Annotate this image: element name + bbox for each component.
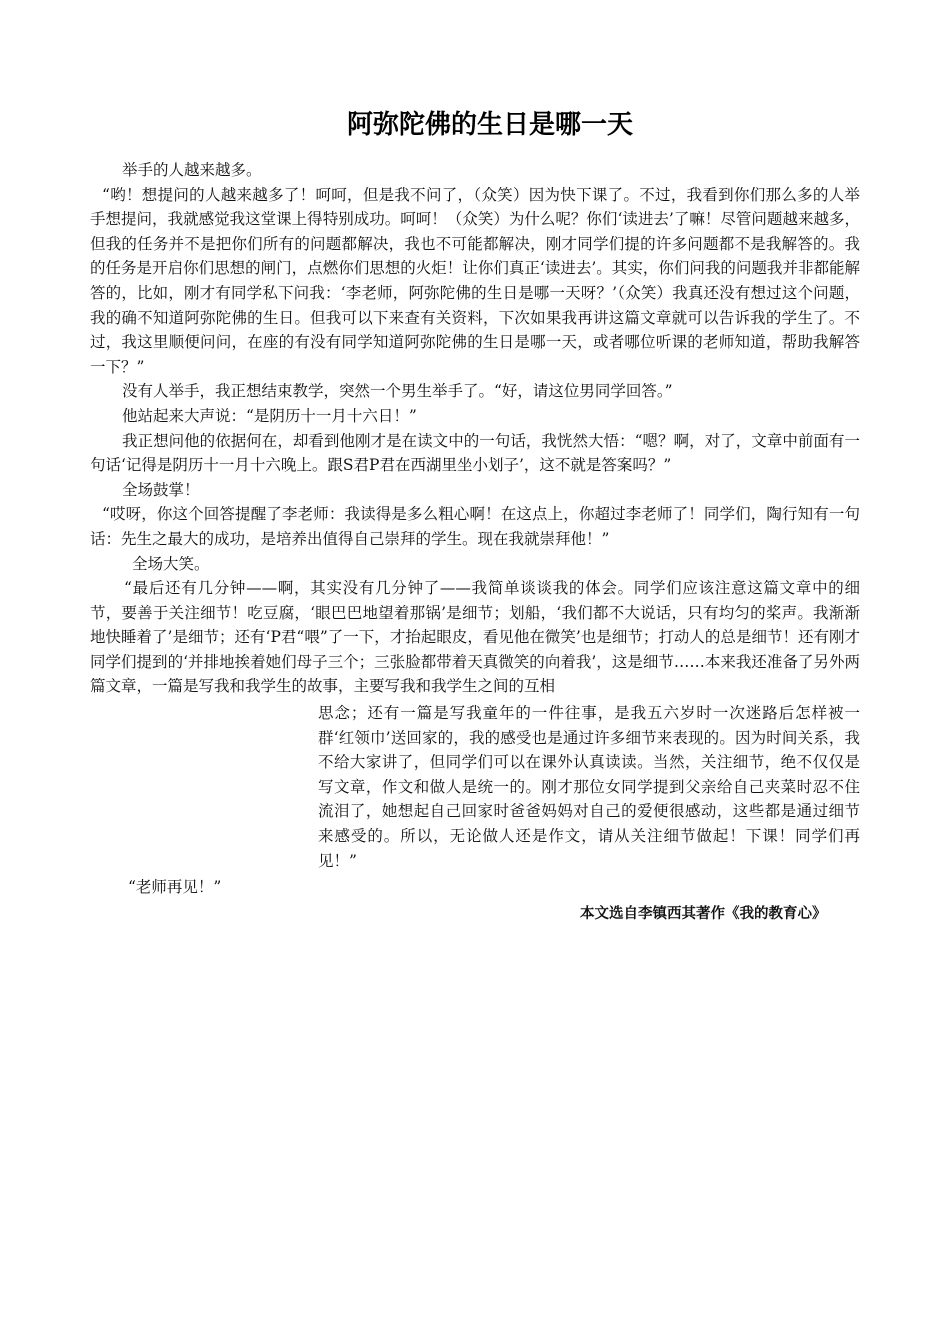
paragraph: 举手的人越来越多。 xyxy=(122,161,262,179)
paragraph: “最后还有几分钟——啊，其实没有几分钟了——我简单谈谈我的体会。同学们应该注意这篇文章中的细节，要善于关注细节！吃豆腐，‘眼巴巴地望着那锅’是细节；划船，‘我们都不大说话，只有均匀的桨声。我渐渐地快睡着了’是细节；还有‘P君“喂”了一下，才抬起眼皮，看见他在微笑’也是细节；打动人的总是细节！还有刚才同学们提到的‘并排地挨着她们母子三个；三张脸都带着天真微笑的向着我’，这是细节……本来我还准备了另外两篇文章，一篇是写我和我学生的故事，主要写我和我学生之间的互相 xyxy=(90,579,860,696)
paragraph: 我正想问他的依据何在，却看到他刚才是在读文中的一句话，我恍然大悟：“嗯？啊，对了，文章中前面有一句话‘记得是阴历十一月十六晚上。跟S君P君在西湖里坐小划子’，这不就是答案吗？” xyxy=(90,431,860,475)
source-note: 本文选自李镇西其著作《我的教育心》 xyxy=(580,905,827,922)
paragraph: 他站起来大声说：“是阴历十一月十六日！” xyxy=(122,406,417,425)
paragraph: “老师再见！” xyxy=(128,878,222,897)
indented-paragraph: 思念；还有一篇是写我童年的一件往事，是我五六岁时一次迷路后怎样被一群‘红领巾’送回家的，我的感受也是通过许多细节来表现的。因为时间关系，我不给大家讲了，但同学们可以在课外认真读读。当然，关注细节，绝不仅仅是写文章，作文和做人是统一的。刚才那位女同学提到父亲给自己夹菜时忍不住流泪了，她想起自己回家时爸爸妈妈对自己的爱便很感动，这些都是通过细节来感受的。所以，无论做人还是作文，请从关注细节做起！下课！同学们再见！” xyxy=(318,704,860,870)
paragraph: 没有人举手，我正想结束教学，突然一个男生举手了。“好，请这位男同学回答。” xyxy=(122,382,673,401)
paragraph: 全场鼓掌！ xyxy=(122,480,200,499)
paragraph: 全场大笑。 xyxy=(132,554,210,573)
paragraph: “哟！想提问的人越来越多了！呵呵，但是我不问了，（众笑）因为快下课了。不过，我看到你们那么多的人举手想提问，我就感觉我这堂课上得特别成功。呵呵！（众笑）为什么呢？你们‘读进去’了嘛！尽管问题越来越多，但我的任务并不是把你们所有的问题都解决，我也不可能都解决，刚才同学们提的许多问题都不是我解答的。我的任务是开启你们思想的闸门，点燃你们思想的火炬！让你们真正‘读进去’。其实，你们问我的问题我并非都能解答的，比如，刚才有同学私下问我：‘李老师，阿弥陀佛的生日是哪一天呀？’（众笑）我真还没有想过这个问题，我的确不知道阿弥陀佛的生日。但我可以下来查有关资料，下次如果我再讲这篇文章就可以告诉我的学生了。不过，我这里顺便问问，在座的有没有同学知道阿弥陀佛的生日是哪一天，或者哪位听课的老师知道，帮助我解答一下？” xyxy=(90,185,860,376)
page-title: 阿弥陀佛的生日是哪一天 xyxy=(346,110,633,140)
article-body xyxy=(90,158,860,928)
paragraph: “哎呀，你这个回答提醒了李老师：我读得是多么粗心啊！在这点上，你超过李老师了！同学们，陶行知有一句话：先生之最大的成功，是培养出值得自己崇拜的学生。现在我就崇拜他！” xyxy=(90,505,860,548)
